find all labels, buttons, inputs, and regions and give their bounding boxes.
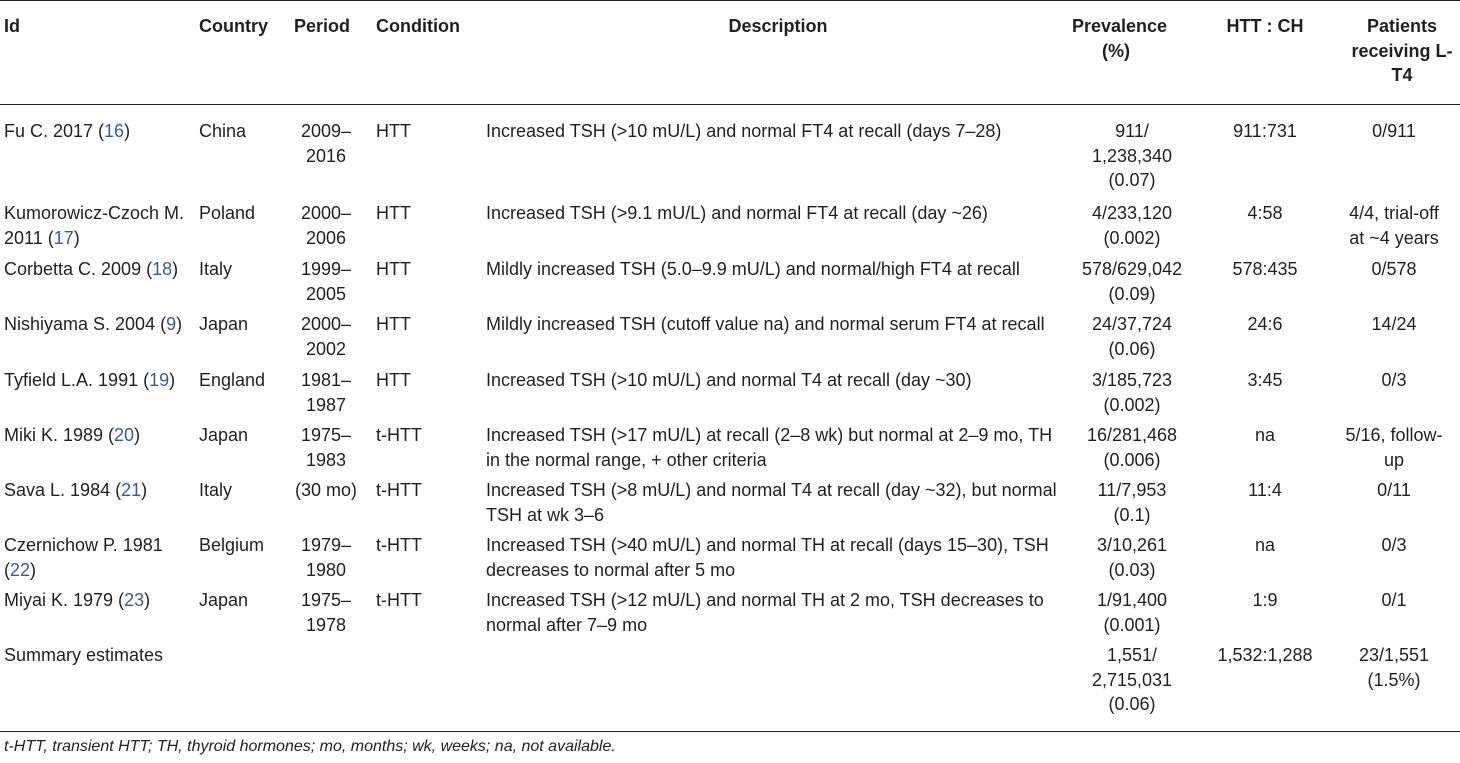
summary-htt-ch: 1,532:1,288 — [1217, 645, 1313, 665]
reference-link[interactable]: 22 — [10, 559, 31, 580]
cell-country: Japan — [199, 590, 249, 610]
cell-period: 2000–2006 — [300, 203, 352, 248]
reference-link[interactable]: 19 — [149, 370, 170, 390]
cell-condition: HTT — [376, 203, 411, 223]
cell-description: Increased TSH (>40 mU/L) and normal TH at recall (days 15–30), TSH decreases to normal after 5 mo — [486, 535, 1049, 580]
study-author: Kumorowicz-Czoch M. 2011 ( — [4, 203, 185, 248]
study-author: Corbetta C. 2009 ( — [4, 259, 153, 279]
summary-patients-lt4: 23/1,551 (1.5%) — [1358, 645, 1430, 690]
study-author: Sava L. 1984 ( — [4, 480, 122, 500]
cell-prevalence: 11/7,953 (0.1) — [1097, 480, 1167, 525]
cell-period: (30 mo) — [294, 480, 357, 500]
cell-prevalence: 911/ 1,238,340 (0.07) — [1091, 121, 1173, 190]
cell-period: 1975–1978 — [300, 590, 352, 635]
cell-study-id — [4, 257, 186, 282]
cell-description: Mildly increased TSH (5.0–9.9 mU/L) and normal/high FT4 at recall — [486, 259, 1020, 279]
header-condition: Condition — [376, 16, 460, 36]
cell-lt4: 14/24 — [1371, 314, 1417, 334]
cell-lt4: 0/3 — [1381, 535, 1407, 555]
reference-close-paren: ) — [172, 259, 179, 279]
cell-study-id — [4, 588, 186, 613]
cell-condition: HTT — [376, 314, 411, 334]
cell-prevalence: 1/91,400 (0.001) — [1096, 590, 1168, 635]
cell-ratio: na — [1254, 535, 1276, 555]
cell-ratio: 578:435 — [1232, 259, 1298, 279]
cell-period: 2009–2016 — [300, 121, 352, 166]
cell-study-id — [4, 478, 186, 503]
study-author: Fu C. 2017 ( — [4, 121, 105, 141]
cell-condition: t-HTT — [376, 480, 422, 500]
cell-description: Increased TSH (>10 mU/L) and normal FT4 at recall (days 7–28) — [486, 121, 1002, 141]
cell-study-id — [4, 119, 186, 144]
cell-description: Increased TSH (>9.1 mU/L) and normal FT4 at recall (day ~26) — [486, 203, 988, 223]
cell-study-id — [4, 368, 186, 393]
cell-description: Increased TSH (>17 mU/L) at recall (2–8 wk) but normal at 2–9 mo, TH in the normal range, + other criteria — [486, 425, 1053, 470]
bottom-rule — [0, 731, 1460, 732]
study-author: Nishiyama S. 2004 ( — [4, 314, 167, 334]
study-author: Czernichow P. 1981 ( — [4, 535, 163, 580]
reference-link[interactable]: 17 — [53, 227, 74, 248]
cell-period: 1999–2005 — [300, 259, 352, 304]
cell-description: Increased TSH (>10 mU/L) and normal T4 at recall (day ~30) — [486, 370, 972, 390]
cell-ratio: 3:45 — [1247, 370, 1283, 390]
cell-lt4: 5/16, follow-up — [1345, 425, 1443, 470]
cell-country: England — [199, 370, 266, 390]
reference-close-paren: ) — [176, 314, 183, 334]
cell-description: Mildly increased TSH (cutoff value na) and normal serum FT4 at recall — [486, 314, 1045, 334]
cell-country: Belgium — [199, 535, 265, 555]
reference-close-paren: ) — [141, 480, 148, 500]
cell-prevalence: 4/233,120 (0.002) — [1091, 203, 1173, 248]
cell-prevalence: 3/185,723 (0.002) — [1091, 370, 1173, 415]
cell-lt4: 0/578 — [1371, 259, 1417, 279]
cell-prevalence: 16/281,468 (0.006) — [1086, 425, 1178, 470]
cell-ratio: na — [1254, 425, 1276, 445]
cell-prevalence: 3/10,261 (0.03) — [1096, 535, 1168, 580]
header-patients-lt4: Patients receiving L-T4 — [1351, 16, 1453, 85]
cell-period: 1975–1983 — [300, 425, 352, 470]
cell-study-id — [4, 312, 186, 337]
cell-condition: t-HTT — [376, 535, 422, 555]
reference-link[interactable]: 23 — [124, 590, 145, 610]
header-country: Country — [199, 16, 268, 36]
cell-lt4: 0/3 — [1381, 370, 1407, 390]
header-description: Description — [728, 16, 828, 36]
header-htt-ch: HTT : CH — [1226, 16, 1304, 36]
cell-period: 2000–2002 — [300, 314, 352, 359]
cell-condition: HTT — [376, 121, 411, 141]
reference-link[interactable]: 16 — [104, 121, 125, 141]
cell-condition: t-HTT — [376, 590, 422, 610]
cell-description: Increased TSH (>12 mU/L) and normal TH at 2 mo, TSH decreases to normal after 7–9 mo — [486, 590, 1044, 635]
cell-lt4: 0/1 — [1381, 590, 1407, 610]
cell-period: 1979–1980 — [300, 535, 352, 580]
header-rule — [0, 104, 1460, 105]
cell-country: China — [199, 121, 247, 141]
study-author: Miki K. 1989 ( — [4, 425, 115, 445]
cell-ratio: 911:731 — [1233, 121, 1297, 141]
top-rule — [0, 0, 1460, 1]
reference-link[interactable]: 21 — [121, 480, 142, 500]
cell-prevalence: 24/37,724 (0.06) — [1091, 314, 1173, 359]
cell-prevalence: 578/629,042 (0.09) — [1082, 259, 1183, 304]
cell-condition: HTT — [376, 259, 411, 279]
cell-country: Italy — [199, 259, 233, 279]
cell-lt4: 4/4, trial-off at ~4 years — [1349, 203, 1439, 248]
table-footnote: t-HTT, transient HTT; TH, thyroid hormones; mo, months; wk, weeks; na, not available. — [4, 738, 616, 755]
reference-link[interactable]: 9 — [166, 314, 177, 334]
cell-condition: HTT — [376, 370, 411, 390]
reference-close-paren: ) — [73, 227, 80, 248]
study-author: Tyfield L.A. 1991 ( — [4, 370, 150, 390]
reference-close-paren: ) — [30, 559, 37, 580]
cell-country: Japan — [199, 314, 249, 334]
cell-period: 1981–1987 — [300, 370, 352, 415]
cell-country: Poland — [199, 203, 256, 223]
reference-close-paren: ) — [144, 590, 151, 610]
cell-ratio: 4:58 — [1247, 203, 1283, 223]
cell-study-id — [4, 423, 186, 448]
reference-link[interactable]: 18 — [152, 259, 173, 279]
reference-close-paren: ) — [134, 425, 141, 445]
cell-study-id — [4, 533, 186, 582]
cell-ratio: 11:4 — [1248, 480, 1282, 500]
cell-lt4: 0/11 — [1377, 480, 1411, 500]
cell-condition: t-HTT — [376, 425, 422, 445]
reference-close-paren: ) — [124, 121, 131, 141]
header-id: Id — [4, 16, 20, 36]
cell-description: Increased TSH (>8 mU/L) and normal T4 at recall (day ~32), but normal TSH at wk 3–6 — [486, 480, 1057, 525]
cell-lt4: 0/911 — [1372, 121, 1416, 141]
reference-close-paren: ) — [169, 370, 176, 390]
cell-country: Italy — [199, 480, 233, 500]
reference-link[interactable]: 20 — [114, 425, 135, 445]
header-period: Period — [294, 16, 351, 36]
cell-study-id — [4, 201, 186, 250]
summary-prevalence: 1,551/ 2,715,031 (0.06) — [1091, 645, 1173, 714]
header-prevalence: Prevalence (%) — [1072, 16, 1168, 61]
cell-ratio: 1:9 — [1252, 590, 1278, 610]
cell-country: Japan — [199, 425, 249, 445]
study-author: Miyai K. 1979 ( — [4, 590, 125, 610]
summary-label: Summary estimates — [4, 645, 164, 665]
cell-ratio: 24:6 — [1247, 314, 1283, 334]
